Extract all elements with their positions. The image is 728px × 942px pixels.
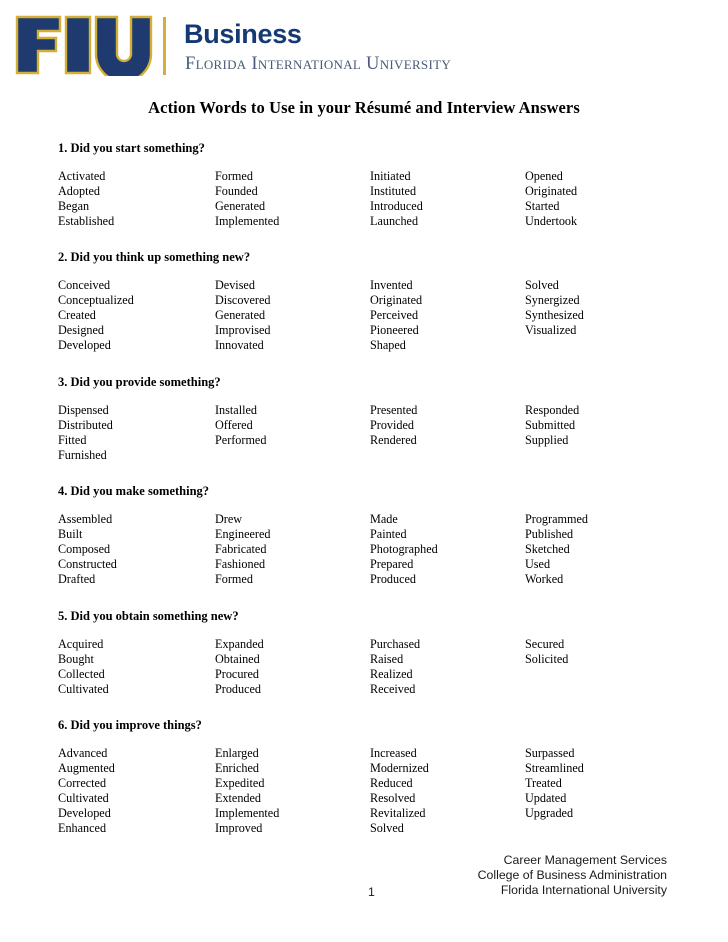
action-word: Fabricated xyxy=(215,542,267,556)
word-column xyxy=(370,637,420,697)
footer-credit xyxy=(478,853,667,898)
action-word: Enriched xyxy=(215,761,259,775)
action-word: Cultivated xyxy=(58,791,109,805)
action-word: Generated xyxy=(215,308,266,322)
action-word: Published xyxy=(525,527,574,541)
action-word: Built xyxy=(58,527,83,541)
action-word: Raised xyxy=(370,652,404,666)
action-word: Installed xyxy=(215,403,257,417)
action-word: Enhanced xyxy=(58,821,107,835)
word-column xyxy=(58,278,134,353)
section-heading: 3. Did you provide something? xyxy=(58,375,221,389)
word-column xyxy=(215,637,264,697)
action-word: Responded xyxy=(525,403,580,417)
action-word: Photographed xyxy=(370,542,438,556)
action-word: Produced xyxy=(215,682,262,696)
action-word: Painted xyxy=(370,527,407,541)
business-label: Business xyxy=(184,19,302,49)
section-heading: 6. Did you improve things? xyxy=(58,718,202,732)
action-word: Dispensed xyxy=(58,403,109,417)
action-word: Composed xyxy=(58,542,111,556)
word-column xyxy=(370,169,423,229)
action-word: Founded xyxy=(215,184,258,198)
action-word: Conceptualized xyxy=(58,293,134,307)
action-word: Fitted xyxy=(58,433,87,447)
action-word: Synergized xyxy=(525,293,580,307)
word-column xyxy=(58,512,117,587)
action-word: Solicited xyxy=(525,652,569,666)
university-label: Florida International University xyxy=(185,54,452,74)
action-word: Modernized xyxy=(370,761,429,775)
page-number: 1 xyxy=(368,885,375,899)
action-word: Launched xyxy=(370,214,419,228)
word-column xyxy=(215,512,271,587)
word-column xyxy=(370,746,429,836)
action-word: Activated xyxy=(58,169,106,183)
action-word: Devised xyxy=(215,278,255,292)
action-word: Introduced xyxy=(370,199,423,213)
action-word: Assembled xyxy=(58,512,113,526)
action-word: Realized xyxy=(370,667,413,681)
action-word: Distributed xyxy=(58,418,113,432)
action-word: Drafted xyxy=(58,572,96,586)
action-word: Pioneered xyxy=(370,323,419,337)
action-word: Formed xyxy=(215,169,253,183)
action-word: Reduced xyxy=(370,776,413,790)
action-word: Expedited xyxy=(215,776,265,790)
word-column xyxy=(370,278,422,353)
action-word: Collected xyxy=(58,667,105,681)
action-word: Improved xyxy=(215,821,263,835)
action-word: Developed xyxy=(58,806,111,820)
action-word: Conceived xyxy=(58,278,111,292)
action-word: Augmented xyxy=(58,761,115,775)
word-column xyxy=(525,278,584,338)
action-word: Rendered xyxy=(370,433,417,447)
action-word: Synthesized xyxy=(525,308,584,322)
action-word: Provided xyxy=(370,418,415,432)
action-word: Advanced xyxy=(58,746,108,760)
word-column xyxy=(370,403,417,448)
action-word: Increased xyxy=(370,746,417,760)
action-word: Instituted xyxy=(370,184,417,198)
vertical-rule-icon xyxy=(163,17,166,75)
page-title: Action Words to Use in your Résumé and Interview Answers xyxy=(148,98,580,117)
action-word: Designed xyxy=(58,323,105,337)
action-word: Cultivated xyxy=(58,682,109,696)
action-word: Expanded xyxy=(215,637,264,651)
action-word: Enlarged xyxy=(215,746,259,760)
action-word: Implemented xyxy=(215,806,280,820)
word-column xyxy=(215,746,279,836)
action-word: Solved xyxy=(525,278,559,292)
action-word: Extended xyxy=(215,791,262,805)
action-word: Revitalized xyxy=(370,806,426,820)
footer-line: Career Management Services xyxy=(503,853,667,867)
action-word: Perceived xyxy=(370,308,419,322)
section-heading: 2. Did you think up something new? xyxy=(58,250,251,264)
word-column xyxy=(525,403,579,448)
action-word: Performed xyxy=(215,433,267,447)
action-word: Furnished xyxy=(58,448,107,462)
action-word: Surpassed xyxy=(525,746,575,760)
word-column xyxy=(370,512,438,587)
action-word: Drew xyxy=(215,512,243,526)
action-word: Worked xyxy=(525,572,564,586)
action-word: Acquired xyxy=(58,637,104,651)
action-word: Fashioned xyxy=(215,557,266,571)
action-word: Shaped xyxy=(370,338,406,352)
word-column xyxy=(58,169,114,229)
action-word: Improvised xyxy=(215,323,271,337)
action-word: Solved xyxy=(370,821,404,835)
action-word: Prepared xyxy=(370,557,414,571)
word-column xyxy=(58,403,113,463)
action-word: Produced xyxy=(370,572,417,586)
action-word: Opened xyxy=(525,169,563,183)
action-word: Made xyxy=(370,512,398,526)
action-word: Established xyxy=(58,214,115,228)
action-word: Invented xyxy=(370,278,413,292)
action-word: Initiated xyxy=(370,169,411,183)
action-word: Offered xyxy=(215,418,253,432)
action-word: Supplied xyxy=(525,433,569,447)
section-heading: 1. Did you start something? xyxy=(58,141,205,155)
word-column xyxy=(58,746,115,836)
action-word: Innovated xyxy=(215,338,264,352)
action-word: Sketched xyxy=(525,542,570,556)
action-word: Upgraded xyxy=(525,806,574,820)
action-word: Started xyxy=(525,199,560,213)
action-word: Adopted xyxy=(58,184,100,198)
action-word: Originated xyxy=(370,293,423,307)
action-word: Secured xyxy=(525,637,565,651)
action-word: Programmed xyxy=(525,512,588,526)
word-column xyxy=(525,512,588,587)
action-word: Undertook xyxy=(525,214,578,228)
action-word: Constructed xyxy=(58,557,117,571)
action-word: Bought xyxy=(58,652,94,666)
action-word: Purchased xyxy=(370,637,421,651)
action-word: Used xyxy=(525,557,551,571)
action-word: Presented xyxy=(370,403,418,417)
action-word: Formed xyxy=(215,572,253,586)
action-word: Received xyxy=(370,682,416,696)
action-word: Began xyxy=(58,199,90,213)
action-word: Obtained xyxy=(215,652,260,666)
action-word: Generated xyxy=(215,199,266,213)
word-column xyxy=(525,637,568,667)
section-heading: 4. Did you make something? xyxy=(58,484,210,498)
section-heading: 5. Did you obtain something new? xyxy=(58,609,239,623)
action-word: Resolved xyxy=(370,791,416,805)
action-word: Originated xyxy=(525,184,578,198)
action-word: Engineered xyxy=(215,527,271,541)
word-column xyxy=(215,278,271,353)
word-column xyxy=(525,169,577,229)
word-column xyxy=(215,169,279,229)
action-word: Discovered xyxy=(215,293,271,307)
action-word: Visualized xyxy=(525,323,577,337)
page-header xyxy=(0,0,728,92)
action-word: Streamlined xyxy=(525,761,584,775)
footer-line: College of Business Administration xyxy=(477,868,667,882)
action-word: Submitted xyxy=(525,418,576,432)
word-column xyxy=(525,746,584,821)
action-word: Treated xyxy=(525,776,562,790)
action-word: Procured xyxy=(215,667,259,681)
action-word: Corrected xyxy=(58,776,107,790)
word-column xyxy=(58,637,109,697)
fiu-wordmark-icon xyxy=(14,14,154,76)
action-word: Implemented xyxy=(215,214,280,228)
action-word: Developed xyxy=(58,338,111,352)
action-word: Created xyxy=(58,308,96,322)
action-word: Updated xyxy=(525,791,567,805)
word-column xyxy=(215,403,266,448)
footer-line: Florida International University xyxy=(500,883,667,897)
